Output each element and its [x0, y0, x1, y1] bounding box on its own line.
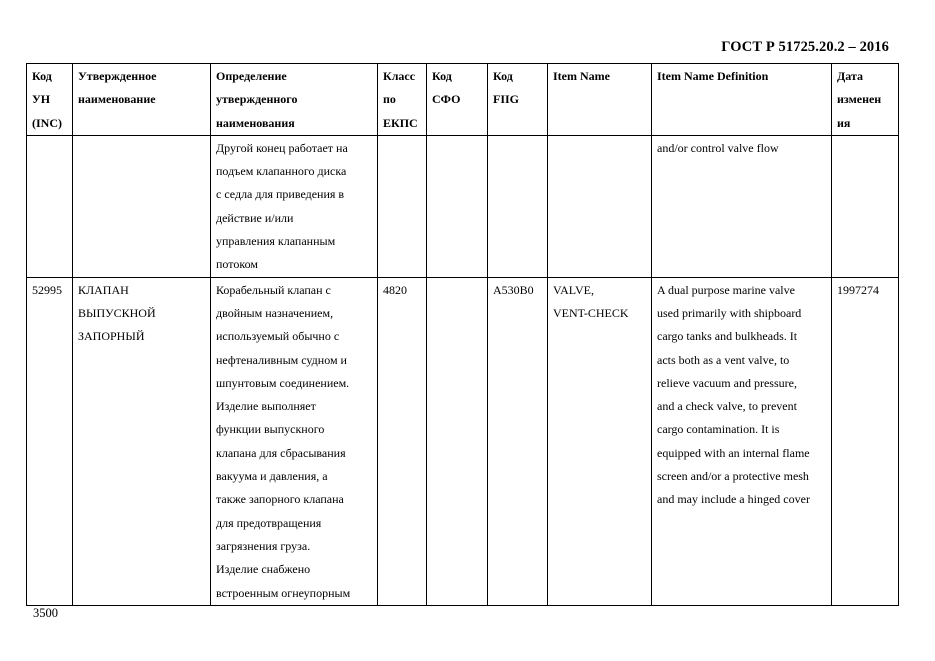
cell-def-ru: Корабельный клапан с двойным назначением, используемый обычно с нефтеналивным судном и шпунтовым соединением. Изделие выполняет функции выпускного клапана для сбрасывания вакуума и давления, а также запорного клапана для предотвращения загрязнения груза. Изделие снабжено встроенным огнеупорным [211, 277, 378, 605]
header-date: Дата изменен ия [832, 64, 899, 136]
header-item-def: Item Name Definition [652, 64, 832, 136]
cell-name-ru: КЛАПАН ВЫПУСКНОЙ ЗАПОРНЫЙ [73, 277, 211, 605]
header-fiig: Код FIIG [488, 64, 548, 136]
cell-class: 4820 [378, 277, 427, 605]
cell-sfo [427, 135, 488, 277]
table-header-row [27, 64, 899, 136]
cell-item-def: A dual purpose marine valve used primarily with shipboard cargo tanks and bulkheads. It acts both as a vent valve, to relieve vacuum and pressure, and a check valve, to prevent cargo contamination. It is equipped with an internal flame screen and/or a protective mesh and may include a hinged cover [652, 277, 832, 605]
cell-class [378, 135, 427, 277]
header-sfo: Код СФО [427, 64, 488, 136]
data-table [26, 63, 899, 606]
cell-date: 1997274 [832, 277, 899, 605]
document-standard-title: ГОСТ Р 51725.20.2 – 2016 [721, 39, 889, 55]
header-item-name: Item Name [548, 64, 652, 136]
cell-sfo [427, 277, 488, 605]
cell-item-name: VALVE, VENT-CHECK [548, 277, 652, 605]
cell-item-name [548, 135, 652, 277]
cell-fiig [488, 135, 548, 277]
cell-date [832, 135, 899, 277]
table-row [27, 277, 899, 605]
header-inc: Код УН (INC) [27, 64, 73, 136]
cell-inc [27, 135, 73, 277]
header-name-ru: Утвержденное наименование [73, 64, 211, 136]
cell-item-def: and/or control valve flow [652, 135, 832, 277]
table-row [27, 135, 899, 277]
header-class: Класс по ЕКПС [378, 64, 427, 136]
cell-def-ru: Другой конец работает на подъем клапанного диска с седла для приведения в действие и/или управления клапанным потоком [211, 135, 378, 277]
cell-inc: 52995 [27, 277, 73, 605]
page-number: 3500 [33, 606, 58, 620]
cell-fiig: A530B0 [488, 277, 548, 605]
cell-name-ru [73, 135, 211, 277]
header-def-ru: Определение утвержденного наименования [211, 64, 378, 136]
